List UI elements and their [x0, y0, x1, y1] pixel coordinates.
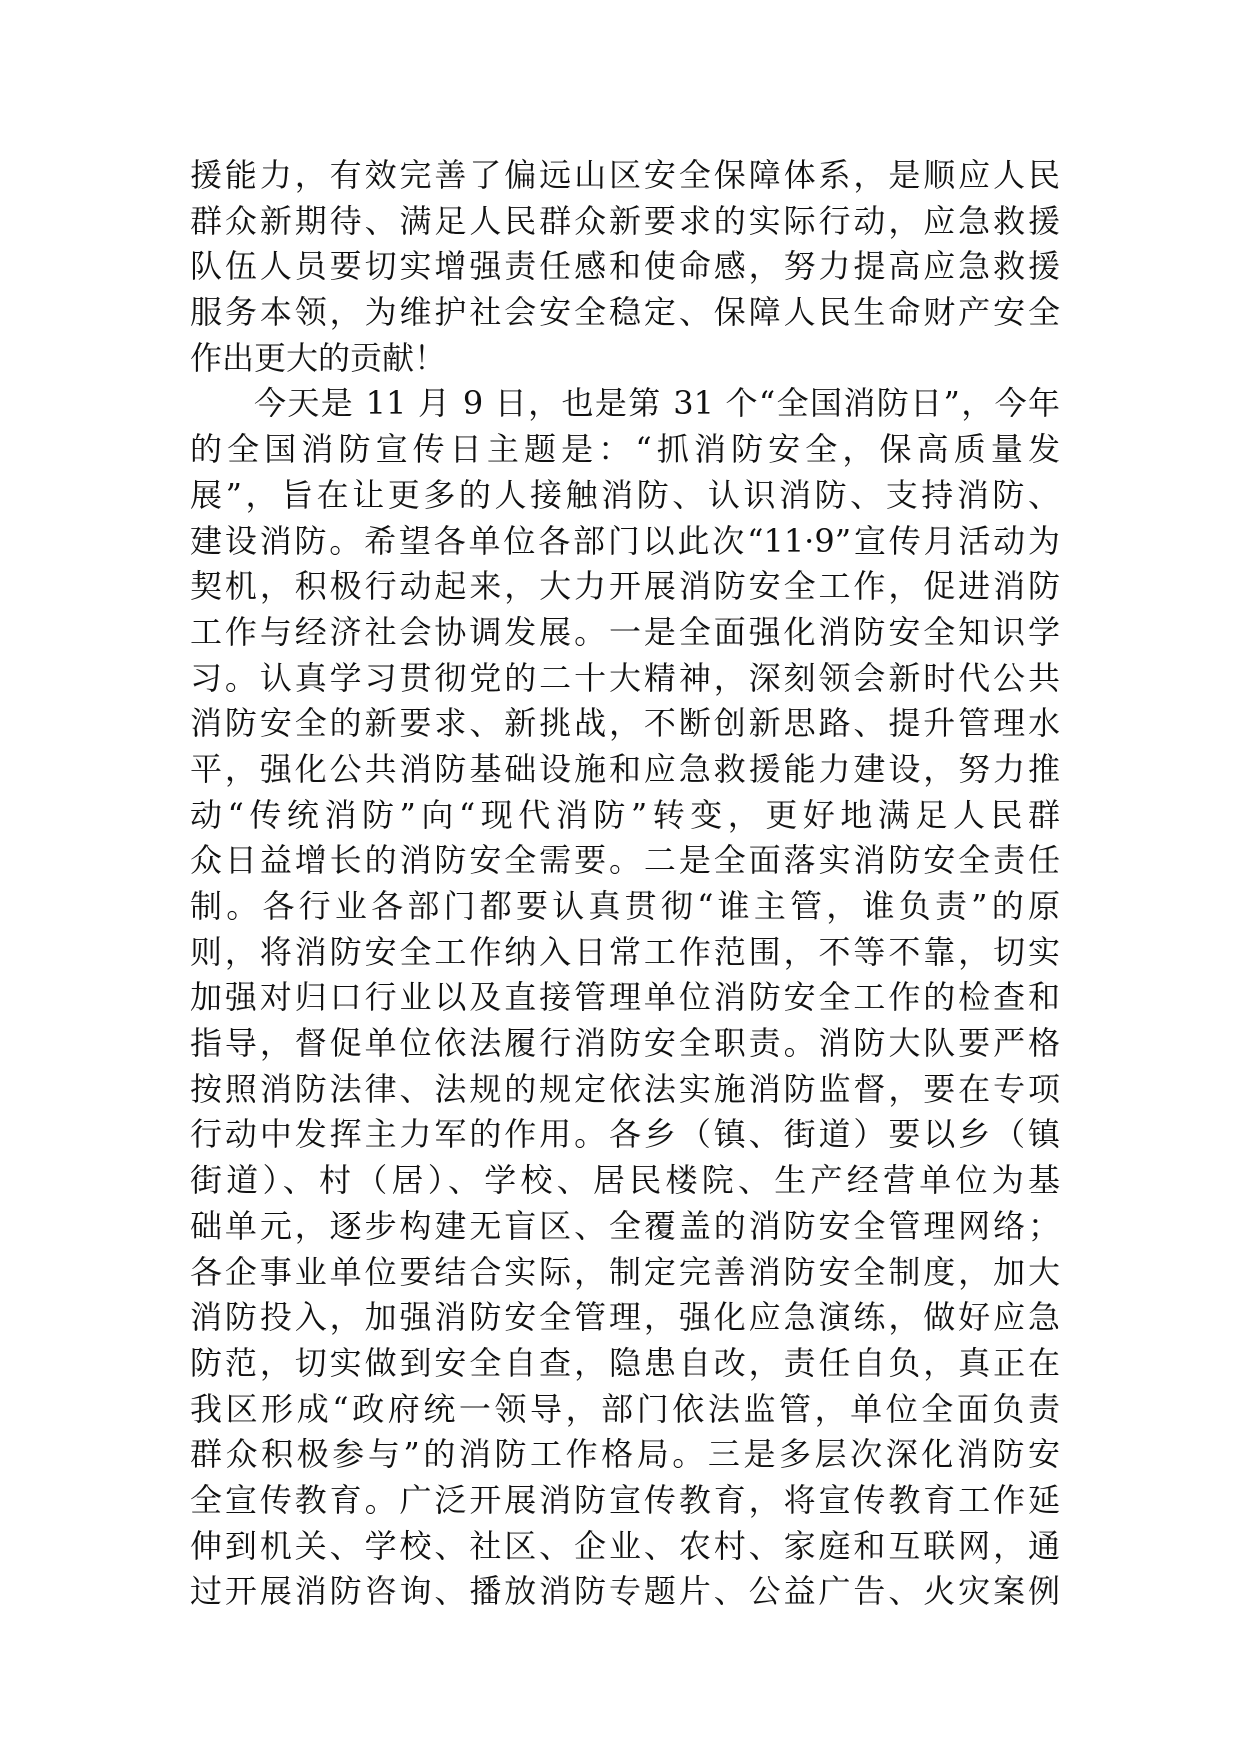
text-line: 制。各行业各部门都要认真贯彻“谁主管，谁负责”的原	[190, 887, 1060, 925]
text-line: 平，强化公共消防基础设施和应急救援能力建设，努力推	[190, 749, 1060, 788]
text-line: 众日益增长的消防安全需要。二是全面落实消防安全责任	[190, 841, 1060, 880]
text-line: 全宣传教育。广泛开展消防宣传教育，将宣传教育工作延	[190, 1480, 1060, 1519]
text-line: 我区形成“政府统一领导，部门依法监管，单位全面负责	[190, 1389, 1060, 1428]
text-line: 消防安全的新要求、新挑战，不断创新思路、提升管理水	[190, 704, 1060, 743]
text-line: 服务本领，为维护社会安全稳定、保障人民生命财产安全	[190, 293, 1060, 332]
text-line: 契机，积极行动起来，大力开展消防安全工作，促进消防	[190, 567, 1060, 606]
text-line: 按照消防法律、法规的规定依法实施消防监督，要在专项	[190, 1069, 1060, 1108]
text-line: 展”，旨在让更多的人接触消防、认识消防、支持消防、	[190, 475, 1060, 514]
text-line: 指导，督促单位依法履行消防安全职责。消防大队要严格	[190, 1024, 1060, 1063]
text-line: 建设消防。希望各单位各部门以此次“11·9”宣传月活动为	[190, 521, 1060, 560]
text-line: 加强对归口行业以及直接管理单位消防安全工作的检查和	[190, 978, 1060, 1017]
text-line: 工作与经济社会协调发展。一是全面强化消防安全知识学	[190, 612, 1060, 651]
text-line: 过开展消防咨询、播放消防专题片、公益广告、火灾案例	[190, 1572, 1060, 1611]
text-line: 各企事业单位要结合实际，制定完善消防安全制度，加大	[190, 1252, 1060, 1291]
text-line: 的全国消防宣传日主题是：“抓消防安全，保高质量发	[190, 430, 1060, 469]
text-line: 行动中发挥主力军的作用。各乡（镇、街道）要以乡（镇	[190, 1115, 1060, 1154]
text-line: 消防投入，加强消防安全管理，强化应急演练，做好应急	[190, 1298, 1060, 1337]
text-line: 动“传统消防”向“现代消防”转变，更好地满足人民群	[190, 795, 1060, 834]
text-line: 群众积极参与”的消防工作格局。三是多层次深化消防安	[190, 1435, 1060, 1474]
text-line: 习。认真学习贯彻党的二十大精神，深刻领会新时代公共	[190, 658, 1060, 697]
text-line: 伸到机关、学校、社区、企业、农村、家庭和互联网，通	[190, 1526, 1060, 1565]
text-line: 础单元，逐步构建无盲区、全覆盖的消防安全管理网络；	[190, 1206, 1060, 1245]
text-line: 队伍人员要切实增强责任感和使命感，努力提高应急救援	[190, 247, 1060, 286]
body-text	[190, 153, 1060, 1615]
text-line: 则，将消防安全工作纳入日常工作范围，不等不靠，切实	[190, 932, 1060, 971]
paragraph-first-line: 今天是 11 月 9 日，也是第 31 个“全国消防日”，今年	[254, 384, 1060, 423]
text-line: 群众新期待、满足人民群众新要求的实际行动，应急救援	[190, 201, 1060, 240]
text-line: 作出更大的贡献！	[190, 338, 447, 377]
text-line: 防范，切实做到安全自查，隐患自改，责任自负，真正在	[190, 1343, 1060, 1382]
text-line: 街道）、村（居）、学校、居民楼院、生产经营单位为基	[190, 1161, 1060, 1200]
text-line: 援能力，有效完善了偏远山区安全保障体系，是顺应人民	[190, 156, 1060, 194]
